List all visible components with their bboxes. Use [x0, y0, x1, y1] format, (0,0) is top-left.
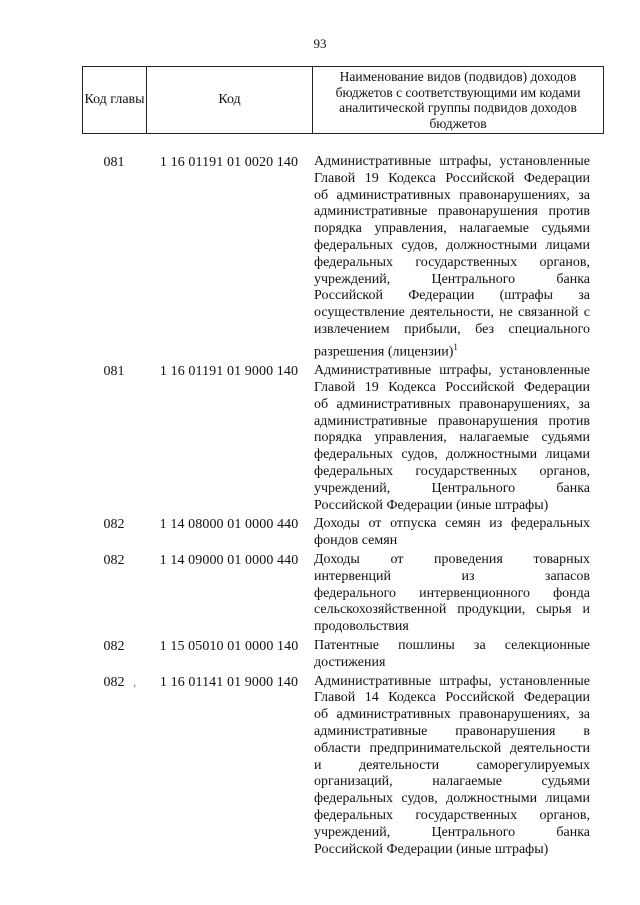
name-line: порядка управления, налагаемые судьями [314, 221, 590, 237]
row-code: 1 14 08000 01 0000 440 [159, 517, 299, 533]
name-line: Российской Федерации (иные штрафы) [314, 497, 549, 513]
name-line: учреждений, Центрального банка [314, 480, 590, 496]
row-chapter-code: 082 [103, 552, 125, 568]
name-line-with-footnote [314, 339, 590, 361]
name-line: федеральных государственных органов, [314, 254, 590, 270]
row-chapter-code: 081 [103, 155, 125, 170]
row-code: 1 16 01191 01 9000 140 [159, 364, 299, 380]
row-name [314, 516, 590, 550]
table-row [82, 363, 604, 514]
name-line: Российской Федерации (штрафы за [314, 288, 590, 304]
name-line: федеральных судов, должностными лицами [314, 237, 590, 253]
name-line: учреждений, Центрального банка [314, 271, 590, 287]
table-row [82, 516, 604, 550]
name-line: Главой 19 Кодекса Российской Федерации [314, 170, 590, 186]
row-code: 1 15 05010 01 0000 140 [159, 638, 299, 654]
name-line: Главой 19 Кодекса Российской Федерации [314, 380, 590, 396]
name-line: продовольствия [314, 619, 409, 635]
table-body [82, 154, 604, 860]
name-line: фондов семян [314, 533, 398, 549]
name-line: Доходы от отпуска семян из федеральных [314, 516, 590, 532]
name-line: федерального интервенционного фонда [314, 585, 590, 601]
row-chapter-code: 082 [103, 517, 125, 533]
header-code: Код [147, 67, 313, 133]
name-line: разрешения (лицензии) [314, 344, 454, 360]
row-chapter-code: 081 [103, 364, 125, 380]
row-name [314, 154, 590, 361]
page-number: 93 [313, 36, 327, 51]
name-line: административные правонарушения против [314, 204, 590, 220]
name-line: об административных правонарушениях, за [314, 707, 590, 723]
row-chapter-code: 082 [103, 674, 125, 690]
row-chapter-code: 082 [103, 638, 125, 654]
name-line: порядка управления, налагаемые судьями [314, 430, 590, 446]
name-line: Российской Федерации (иные штрафы) [314, 841, 549, 857]
stray-mark: ʼ [133, 684, 137, 695]
name-line: Административные штрафы, установленные [314, 363, 590, 379]
name-line: извлечением прибыли, без специального [314, 321, 590, 337]
name-line: учреждений, Центрального банка [314, 824, 590, 840]
name-line: административные правонарушения в [314, 723, 590, 739]
footnote-mark: 1 [453, 341, 458, 352]
name-line: Патентные пошлины за селекционные [314, 637, 590, 653]
row-code: 1 14 09000 01 0000 440 [159, 552, 299, 568]
name-line: административные правонарушения против [314, 413, 590, 429]
name-line: федеральных государственных органов, [314, 807, 590, 823]
row-name [314, 638, 590, 672]
table-row [82, 674, 604, 859]
row-name [314, 363, 590, 514]
header-name: Наименование видов (подвидов) доходов бюджетов с соответствующими им кодами аналитической группы подвидов доходов бюджетов [335, 69, 581, 131]
header-chapter-code: Код главы [83, 67, 147, 133]
name-line: федеральных судов, должностными лицами [314, 791, 590, 807]
name-line: федеральных судов, должностными лицами [314, 447, 590, 463]
row-name [314, 674, 590, 859]
name-line: федеральных государственных органов, [314, 464, 590, 479]
name-line: об административных правонарушениях, за [314, 396, 590, 412]
table-row [82, 154, 604, 361]
table-row [82, 638, 604, 672]
name-line: осуществление деятельности, не связанной с [314, 305, 590, 321]
name-line: организаций, налагаемые судьями [314, 774, 590, 790]
name-line: области предпринимательской деятельности [314, 740, 590, 756]
row-name [314, 552, 590, 636]
name-line: об административных правонарушениях, за [314, 187, 590, 203]
table-row [82, 552, 604, 636]
row-code: 1 16 01191 01 0020 140 [159, 155, 299, 170]
table-header [82, 66, 604, 134]
name-line: сельскохозяйственной продукции, сырья и [314, 602, 590, 618]
row-code: 1 16 01141 01 9000 140 [159, 674, 299, 690]
name-line: Административные штрафы, установленные [314, 673, 590, 689]
name-line: Главой 14 Кодекса Российской Федерации [314, 690, 590, 706]
name-line: интервенций из запасов [314, 568, 590, 584]
name-line: Доходы от проведения товарных [314, 551, 590, 567]
name-line: Административные штрафы, установленные [314, 154, 590, 169]
name-line: достижения [314, 654, 386, 670]
name-line: и деятельности саморегулируемых [314, 757, 590, 773]
